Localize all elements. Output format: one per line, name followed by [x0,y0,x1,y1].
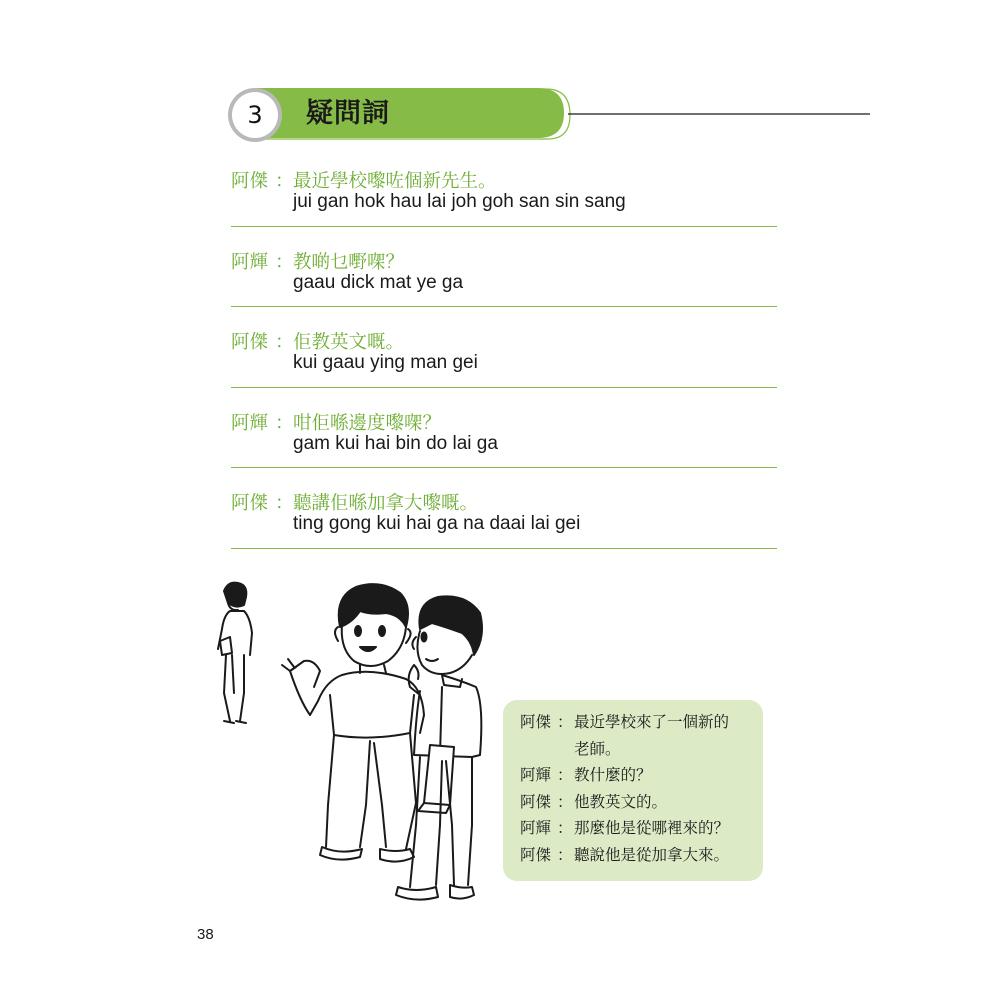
lesson-title: 疑問詞 [306,98,390,129]
dialogue-line [231,146,777,227]
mandarin-translation-box [503,700,763,881]
translation-line [503,816,763,843]
speaker-colon: ： [557,713,573,731]
dialogue-line [231,388,777,469]
speaker-colon: ： [275,493,294,514]
dialogue-line [231,468,777,549]
speaker-colon: ： [557,819,573,837]
speaker-colon: ： [275,412,294,434]
translation-text: 老師。 [574,739,621,758]
translation-line [503,843,763,870]
page-number: 38 [197,926,214,943]
cantonese-text: 最近學校嚟咗個新先生。 [293,171,497,192]
left-boy-icon [282,584,424,861]
cantonese-text: 佢教英文嘅。 [293,332,405,353]
speaker-colon: ： [557,845,573,864]
dialogue-list [231,146,777,549]
dialogue-line [231,227,777,308]
translation-text: 那麼他是從哪裡來的？ [574,819,730,837]
cantonese-text: 聽講佢喺加拿大嚟嘅。 [293,493,479,514]
translation-text: 聽說他是從加拿大來。 [574,845,730,864]
speaker-name: 阿傑 [231,493,269,514]
speaker-name: 阿輝 [520,819,552,837]
speaker-name: 阿傑 [520,845,552,864]
cantonese-text: 教啲乜嘢㗎？ [293,251,405,273]
translation-text: 他教英文的。 [574,792,668,811]
speaker-colon: ： [557,792,573,811]
lesson-number: 3 [247,101,263,129]
speaker-name: 阿輝 [520,766,552,784]
translation-line [503,790,763,817]
two-boys-talking-illustration [210,575,500,920]
speaker-name: 阿傑 [520,792,552,811]
romanization-text: gam kui hai bin do lai ga [293,432,498,454]
speaker-colon: ： [275,251,294,273]
speaker-name: 阿輝 [231,251,269,273]
speaker-name: 阿傑 [520,713,552,731]
translation-line [503,763,763,790]
speaker-name: 阿輝 [231,412,269,434]
translation-text: 教什麼的？ [574,766,652,784]
romanization-text: kui gaau ying man gei [293,352,478,373]
background-boy-icon [218,583,252,723]
translation-line [503,737,763,764]
cantonese-text: 咁佢喺邊度嚟㗎？ [293,412,442,434]
speaker-name: 阿傑 [231,332,269,353]
romanization-text: ting gong kui hai ga na daai lai gei [293,513,581,534]
romanization-text: gaau dick mat ye ga [293,271,464,293]
speaker-colon: ： [275,332,294,353]
speaker-name: 阿傑 [231,171,269,192]
translation-text: 最近學校來了一個新的 [574,713,730,731]
lesson-header [226,86,870,142]
dialogue-line [231,307,777,388]
translation-line [503,710,763,737]
romanization-text: jui gan hok hau lai joh goh san sin sang [293,191,626,212]
speaker-colon: ： [275,171,294,192]
speaker-colon: ： [557,766,573,784]
